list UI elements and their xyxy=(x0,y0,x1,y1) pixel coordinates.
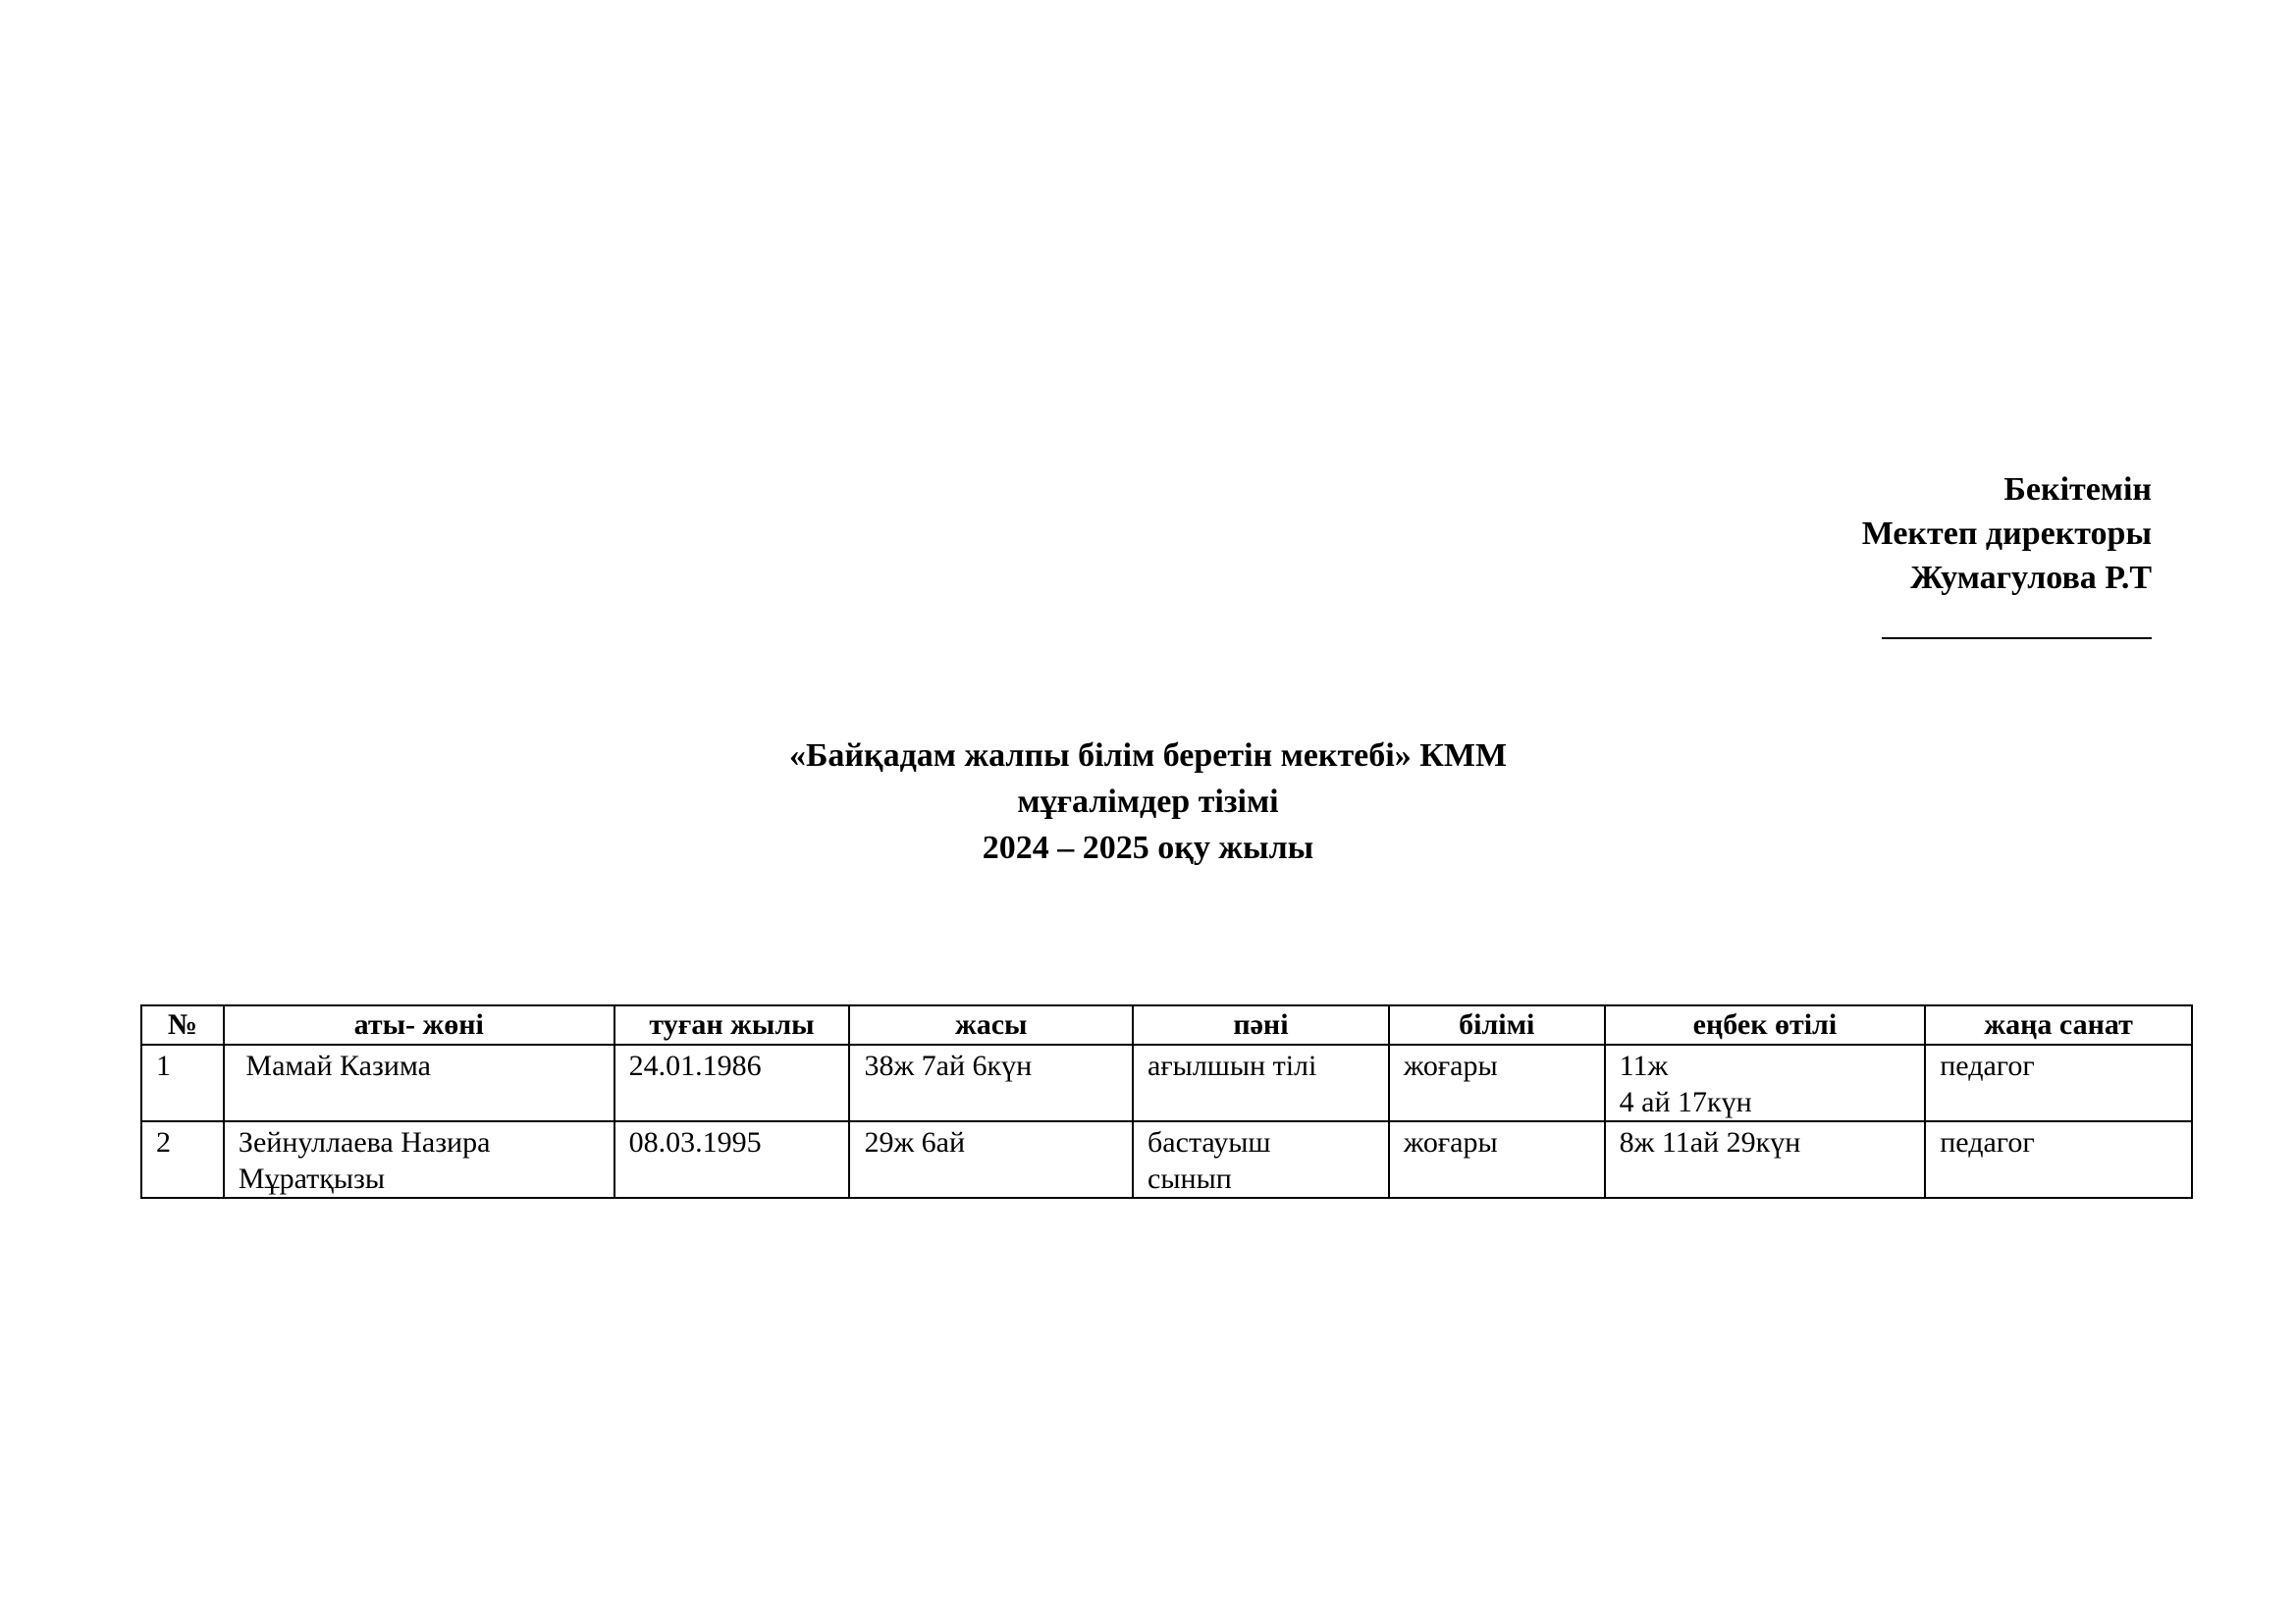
cell-age: 38ж 7ай 6күн xyxy=(849,1045,1133,1121)
cell-birth-date: 08.03.1995 xyxy=(614,1121,850,1198)
cell-category: педагог xyxy=(1925,1045,2192,1121)
header-subject: пәні xyxy=(1133,1005,1389,1045)
table-header-row xyxy=(141,1005,2192,1045)
cell-subject xyxy=(1133,1121,1389,1198)
cell-experience-years: 11ж xyxy=(1619,1050,1669,1082)
cell-experience-months-days: 4 ай 17күн xyxy=(1619,1086,1752,1118)
cell-subject-line1: бастауыш xyxy=(1148,1126,1271,1159)
cell-experience: 8ж 11ай 29күн xyxy=(1605,1121,1926,1198)
header-age: жасы xyxy=(849,1005,1133,1045)
header-category: жаңа санат xyxy=(1925,1005,2192,1045)
header-name: аты- жөні xyxy=(224,1005,614,1045)
cell-name xyxy=(224,1121,614,1198)
cell-name-line2: Мұратқызы xyxy=(238,1163,385,1195)
cell-age: 29ж 6ай xyxy=(849,1121,1133,1198)
cell-number: 1 xyxy=(141,1045,224,1121)
cell-name: Мамай Казима xyxy=(224,1045,614,1121)
cell-education: жоғары xyxy=(1389,1045,1605,1121)
header-birth-date: туған жылы xyxy=(614,1005,850,1045)
approval-position: Мектеп директоры xyxy=(1861,515,2152,552)
approval-approve-label: Бекітемін xyxy=(2003,471,2152,508)
cell-subject-line2: сынып xyxy=(1148,1163,1232,1195)
table-row xyxy=(141,1045,2192,1121)
table-row xyxy=(141,1121,2192,1198)
cell-name-line1: Зейнуллаева Назира xyxy=(238,1126,491,1159)
cell-experience xyxy=(1605,1045,1926,1121)
cell-education: жоғары xyxy=(1389,1121,1605,1198)
cell-subject: ағылшын тілі xyxy=(1133,1045,1389,1121)
approval-director-name: Жумагулова Р.Т xyxy=(1910,560,2152,596)
teachers-table xyxy=(140,1004,2193,1199)
header-number: № xyxy=(141,1005,224,1045)
approval-block xyxy=(1862,467,2152,651)
cell-birth-date: 24.01.1986 xyxy=(614,1045,850,1121)
header-education: білімі xyxy=(1389,1005,1605,1045)
signature-line xyxy=(1882,600,2152,639)
header-experience: еңбек өтілі xyxy=(1605,1005,1926,1045)
cell-number: 2 xyxy=(141,1121,224,1198)
cell-category: педагог xyxy=(1925,1121,2192,1198)
school-name: «Байқадам жалпы білім беретін мектебі» КММ xyxy=(788,737,1508,774)
list-title: мұғалімдер тізімі xyxy=(1017,784,1279,820)
academic-year: 2024 – 2025 оқу жылы xyxy=(982,830,1314,866)
document-title xyxy=(0,732,2296,871)
